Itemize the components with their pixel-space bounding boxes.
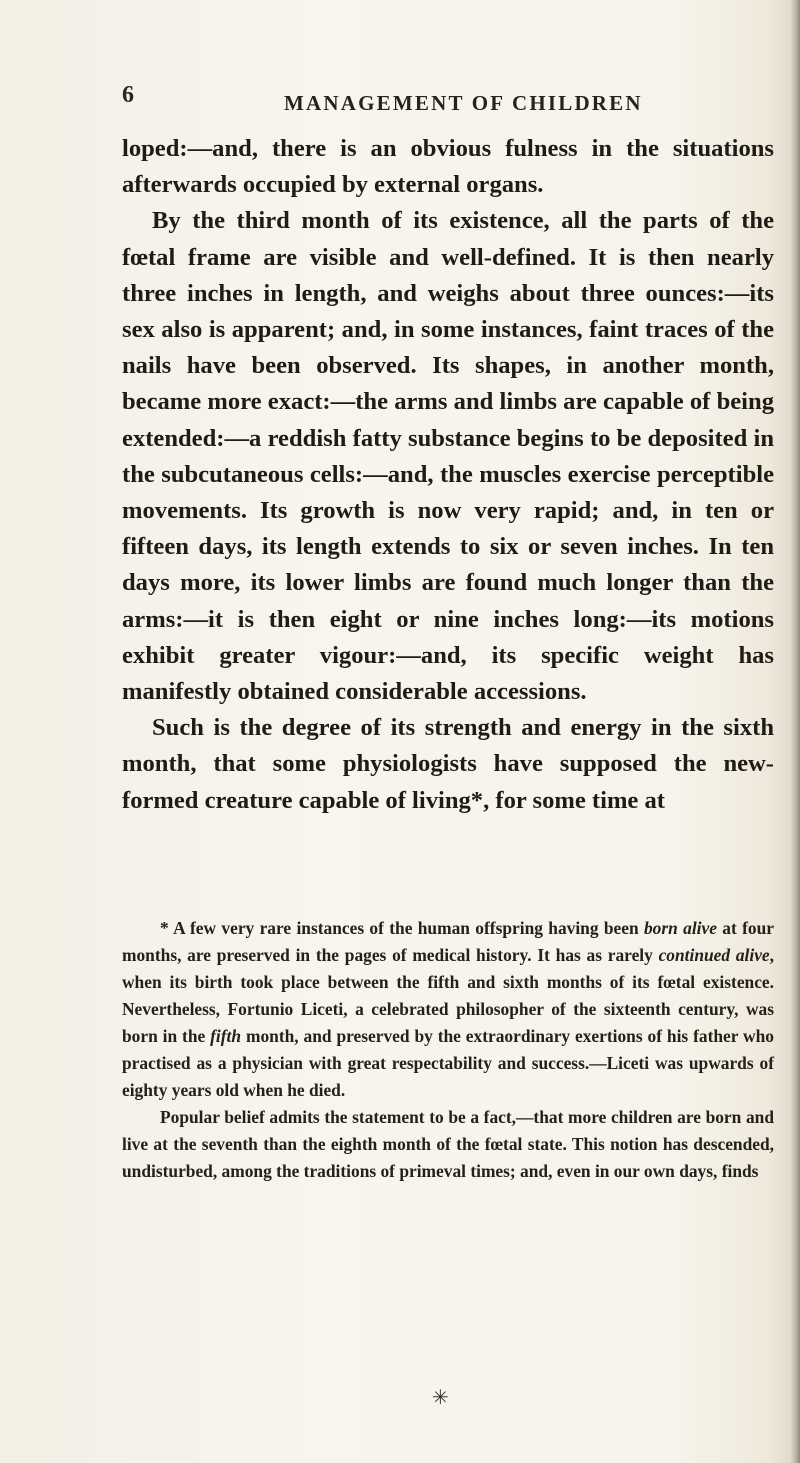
footnote-text: month, and preserved by the extraordinary exertions of his father who practised as a physician with great respectability and success.—Liceti was upwards of eighty years old when he died. <box>122 1026 774 1100</box>
ink-mark-icon: ✳ <box>432 1387 449 1409</box>
footnote-italic: fifth <box>210 1026 242 1046</box>
paragraph-2: By the third month of its existence, all the parts of the fœtal frame are visible and well-defined. It is then nearly three inches in length, and weighs about three ounces:—its sex also is apparent; and, in some instances, faint traces of the nails have been observed. Its shapes, in another month, became more exact:—the arms and limbs are capable of being extended:—a reddish fatty substance begins to be deposited in the subcutaneous cells:—and, the muscles exercise perceptible movements. Its growth is now very rapid; and, in ten or fifteen days, its length extends to six or seven inches. In ten days more, its lower limbs are found much longer than the arms:—it is then eight or nine inches long:—its motions exhibit greater vigour:—and, its specific weight has manifestly obtained considerable accessions. <box>122 207 774 706</box>
footnote-italic: continued alive <box>658 945 770 965</box>
main-text <box>122 131 774 819</box>
paragraph-1: loped:—and, there is an obvious fulness in the situations afterwards occupied by external organs. <box>122 135 774 199</box>
page-edge-shadow <box>790 0 800 1463</box>
footnote-paragraph-1 <box>122 915 774 1104</box>
footnote-italic: born alive <box>643 918 717 938</box>
page-number: 6 <box>122 82 134 108</box>
footnote-text: at four months, are preserved in the pages of medical history. It has as rarely <box>122 918 774 965</box>
footnote <box>122 915 774 1185</box>
paragraph-3: Such is the degree of its strength and energy in the sixth month, that some physiologists have supposed the new-formed creature capable of living*, for some time at <box>122 714 774 814</box>
footnote-text: * A few very rare instances of the human offspring having been <box>160 918 644 938</box>
running-title: MANAGEMENT OF CHILDREN <box>284 91 643 115</box>
footnote-text: , when its birth took place between the fifth and sixth months of its fœtal existence. Nevertheless, Fortunio Liceti, a celebrated philosopher of the sixteenth century, was born in the <box>122 945 774 1046</box>
footnote-paragraph-2: Popular belief admits the statement to be a fact,—that more children are born and live at the seventh than the eighth month of the fœtal state. This notion has descended, undisturbed, among the traditions of primeval times; and, even in our own days, finds <box>122 1107 774 1181</box>
